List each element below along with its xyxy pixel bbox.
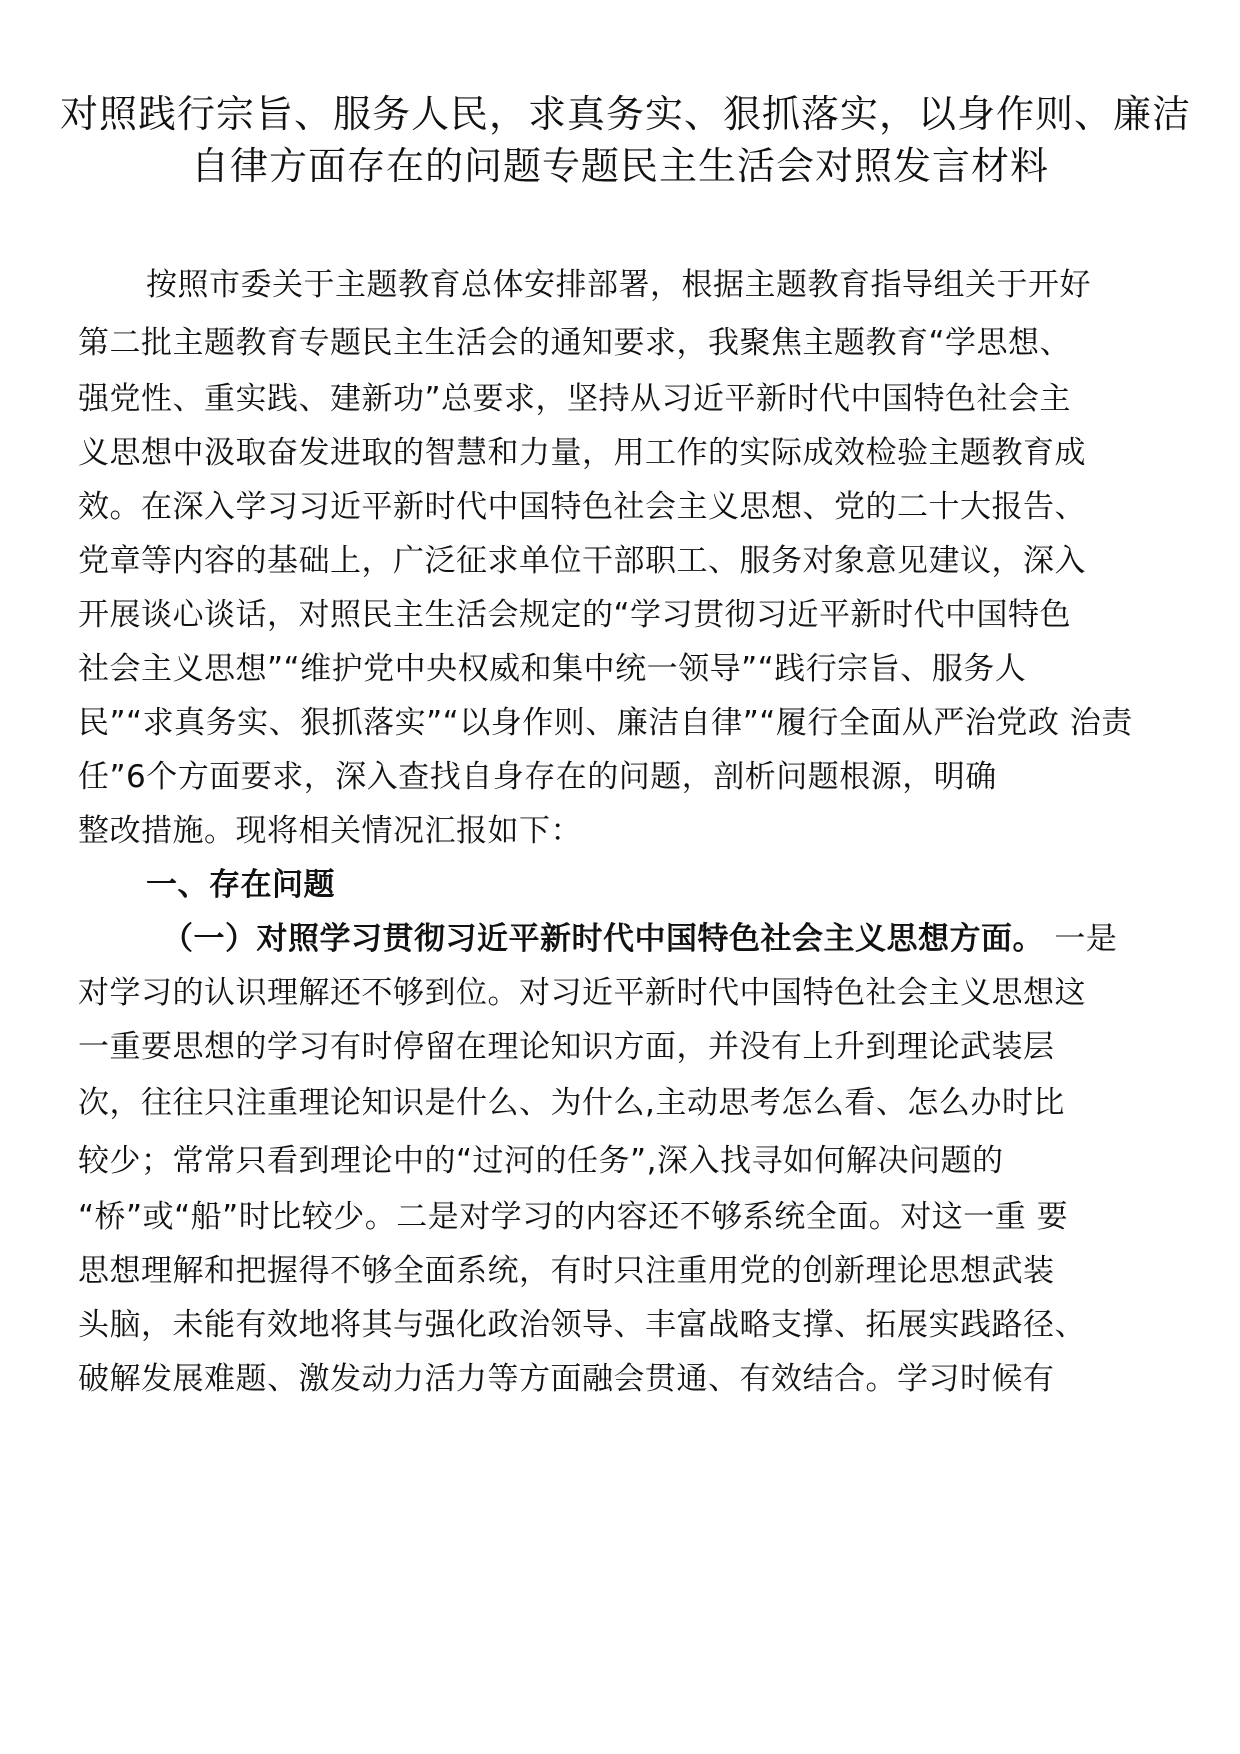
paragraph-line: 破解发展难题、激发动力活力等方面融会贯通、有效结合。学习时候有	[78, 1361, 1055, 1397]
paragraph-line: 开展谈心谈话，对照民主生活会规定的“学习贯彻习近平新时代中国特色	[78, 597, 1072, 633]
paragraph-line: 头脑，未能有效地将其与强化政治领导、丰富战略支撑、拓展实践路径、	[78, 1307, 1086, 1343]
title-line-2: 自律方面存在的问题专题民主生活会对照发言材料	[190, 144, 1049, 188]
paragraph-line: 党章等内容的基础上，广泛征求单位干部职工、服务对象意见建议，深入	[78, 543, 1086, 579]
subsection-first-tail: 一是	[1044, 921, 1118, 957]
paragraph-line: 民”“求真务实、狠抓落实”“以身作则、廉洁自律”“履行全面从严治党政 治责	[78, 705, 1133, 741]
paragraph-line: 次，往往只注重理论知识是什么、为什么,主动思考怎么看、怎么办时比	[78, 1085, 1065, 1121]
paragraph-line: “桥”或“船”时比较少。二是对学习的内容还不够系统全面。对这一重 要	[78, 1199, 1069, 1235]
title-line-1: 对照践行宗旨、服务人民，求真务实、狠抓落实，以身作则、廉洁	[60, 92, 1192, 136]
paragraph-line: 任”6个方面要求，深入查找自身存在的问题，剖析问题根源，明确	[78, 759, 997, 795]
paragraph-line: 较少；常常只看到理论中的“过河的任务”,深入找寻如何解决问题的	[78, 1143, 1004, 1179]
subsection-heading: （一）对照学习贯彻习近平新时代中国特色社会主义思想方面。	[162, 921, 1044, 957]
subsection-first-line	[78, 912, 1138, 966]
document-title	[60, 88, 1192, 192]
paragraph-line: 义思想中汲取奋发进取的智慧和力量，用工作的实际成效检验主题教育成	[78, 435, 1086, 471]
paragraph-line: 社会主义思想”“维护党中央权威和集中统一领导”“践行宗旨、服务人	[78, 651, 1027, 687]
paragraph-line: 第二批主题教育专题民主生活会的通知要求，我聚焦主题教育“学思想、	[78, 325, 1072, 361]
paragraph-line: 一重要思想的学习有时停留在理论知识方面，并没有上升到理论武装层	[78, 1029, 1055, 1065]
document-body	[78, 256, 1138, 1406]
paragraph-line: 效。在深入学习习近平新时代中国特色社会主义思想、党的二十大报告、	[78, 489, 1086, 525]
paragraph-line: 强党性、重实践、建新功”总要求，坚持从习近平新时代中国特色社会主	[78, 381, 1072, 417]
section-heading: 一、存在问题	[146, 867, 335, 903]
paragraph-line: 对学习的认识理解还不够到位。对习近平新时代中国特色社会主义思想这	[78, 975, 1086, 1011]
paragraph-line: 整改措施。现将相关情况汇报如下：	[78, 813, 582, 849]
paragraph-line: 按照市委关于主题教育总体安排部署，根据主题教育指导组关于开好	[146, 267, 1091, 303]
paragraph-line: 思想理解和把握得不够全面系统，有时只注重用党的创新理论思想武装	[78, 1253, 1055, 1289]
